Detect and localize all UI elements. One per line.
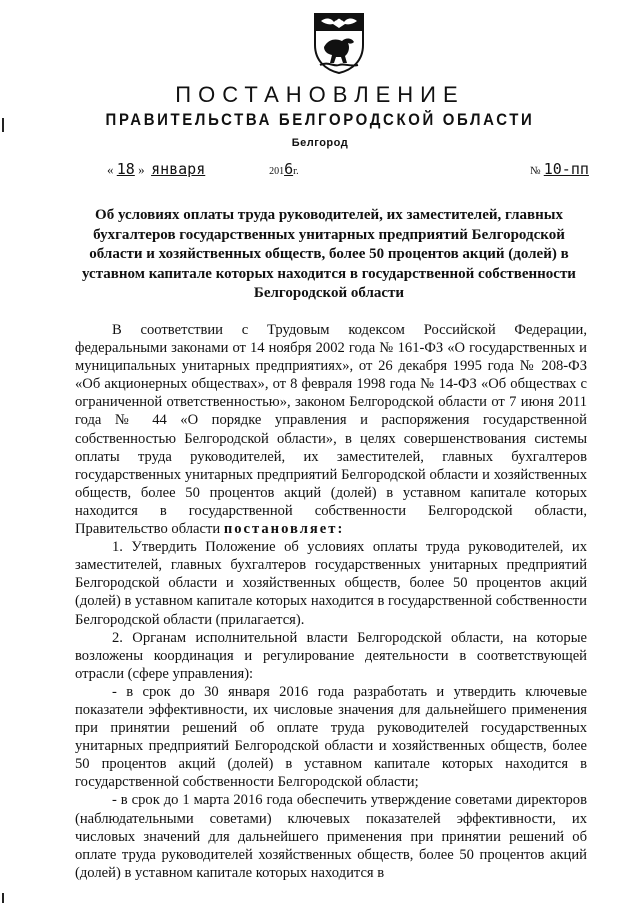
resolving-word: постановляет	[223, 521, 338, 538]
document-title: ПОСТАНОВЛЕНИЕ	[175, 82, 465, 107]
date-month: января	[151, 160, 206, 178]
coat-of-arms-emblem	[312, 11, 366, 75]
issuing-authority: ПРАВИТЕЛЬСТВА БЕЛГОРОДСКОЙ ОБЛАСТИ	[105, 110, 535, 129]
clause-2-item-2: - в срок до 1 марта 2016 года обеспечить утверждение советами директоров (наблюдательными советами) ключевых показателей эффективности, их числовых значений для дальнейшего применения при принятии решений об оплате труда руководителей хозяйственных обществ, более 50 процентов акций (долей) в уставном капитале которых находится в	[75, 792, 587, 881]
scan-edge-mark	[2, 118, 4, 132]
document-number	[530, 160, 589, 178]
clause-1: 1. Утвердить Положение об условиях оплаты труда руководителей, их заместителей, главных бухгалтеров государственных унитарных предприятий Белгородской области и хозяйственных обществ, более 50 процентов акций (долей) в уставном капитале которых находится в государственной собственности Белгородской области (прилагается).	[75, 539, 587, 628]
number-label: №	[530, 165, 541, 177]
number-value: 10-пп	[543, 160, 589, 178]
date-close-quote: »	[138, 162, 145, 177]
date-open-quote: «	[107, 162, 114, 177]
scan-edge-mark	[2, 893, 4, 903]
date-year-mark: г.	[293, 166, 299, 177]
resolution-heading: Об условиях оплаты труда руководителей, их заместителей, главных бухгалтеров государственных унитарных предприятий Белгородской области и хозяйственных обществ, более 50 процентов акций (долей) в уставном капитале которых находится в государственной собственности Белгородской области	[82, 207, 576, 301]
clause-2-item-1: - в срок до 30 января 2016 года разработать и утвердить ключевые показатели эффективности, их числовые значения для дальнейшего применения при принятии решений об оплате труда руководителей государственных унитарных предприятий Белгородской области и хозяйственных обществ, более 50 процентов акций (долей) в уставном капитале которых находится в государственной собственности Белгородской области;	[75, 683, 587, 791]
resolution-body	[75, 321, 587, 882]
city-name: Белгород	[291, 137, 349, 149]
preamble-paragraph	[75, 321, 587, 538]
date-year-prefix: 201	[269, 166, 285, 177]
date-day: 18	[116, 160, 135, 178]
preamble-text: В соответствии с Трудовым кодексом Российской Федерации, федеральными законами от 14 ноября 2002 года № 161-ФЗ «О государственных и муниципальных унитарных предприятиях», от 26 декабря 1995 года № 208-ФЗ «Об акционерных обществах», от 8 февраля 1998 года № 14-ФЗ «Об обществах с ограниченной ответственностью», законом Белгородской области от 7 июня 2011 года № 44 «О порядке управления и распоряжения государственной собственностью Белгородской области», в целях совершенствования системы оплаты труда руководителей, их заместителей, главных бухгалтеров государственных унитарных предприятий Белгородской области и хозяйственных обществ, более 50 процентов акций (долей) в уставном капитале которых находится в государственной собственности Белгородской области, Правительство области	[75, 322, 587, 538]
document-date	[107, 160, 299, 178]
clause-2: 2. Органам исполнительной власти Белгородской области, на которые возложены координация и регулирование деятельности в соответствующей отрасли (сфере управления):	[75, 629, 587, 682]
resolving-colon: :	[337, 521, 343, 538]
date-year-suffix: 6	[284, 160, 294, 178]
